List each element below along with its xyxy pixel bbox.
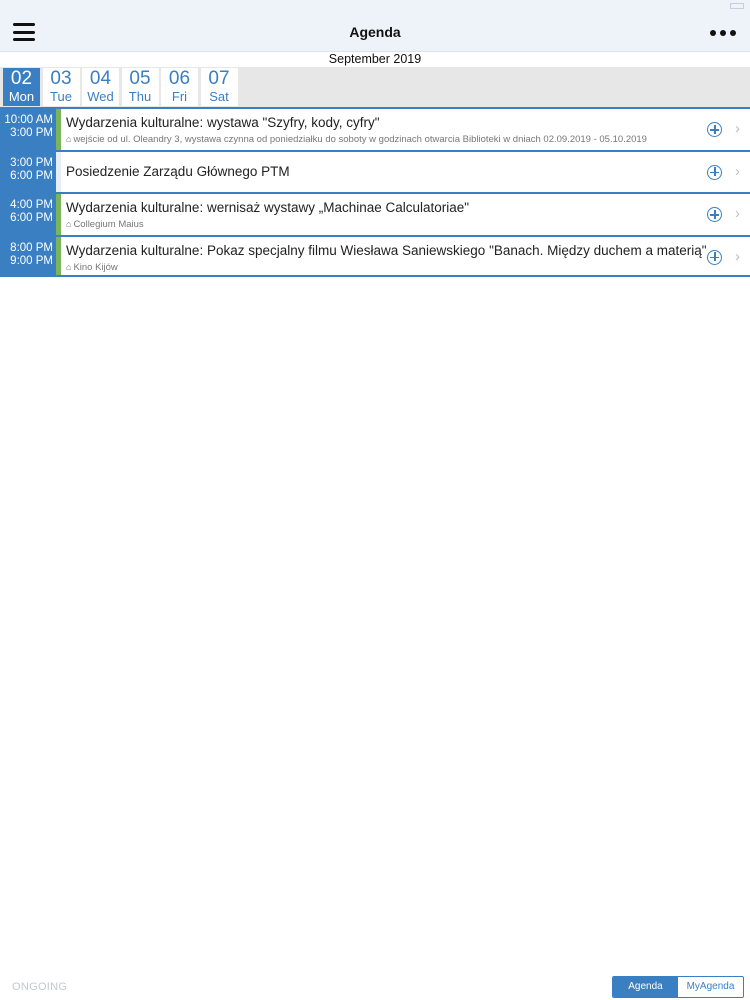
- ongoing-label[interactable]: ONGOING: [12, 981, 68, 993]
- more-options-icon[interactable]: [710, 30, 736, 36]
- day-selector: [0, 67, 750, 107]
- day-name: Mon: [8, 89, 35, 104]
- status-bar: [0, 0, 750, 12]
- hamburger-menu-icon[interactable]: [13, 23, 35, 41]
- day-number: 07: [208, 68, 230, 89]
- event-location: [66, 262, 118, 273]
- day-number: 02: [10, 68, 33, 89]
- chevron-right-icon: ›: [735, 120, 740, 137]
- chevron-right-icon: ›: [735, 205, 740, 222]
- day-number: 04: [89, 68, 112, 89]
- day-name: Wed: [87, 89, 114, 104]
- event-title: Wydarzenia kulturalne: wernisaż wystawy „Machinae Calculatoriae": [66, 200, 470, 215]
- event-start-time: 4:00 PM: [10, 199, 53, 211]
- add-to-myagenda-icon[interactable]: [707, 165, 722, 180]
- event-time: [0, 194, 56, 235]
- navigation-bar: [0, 12, 750, 52]
- event-end-time: 6:00 PM: [10, 169, 53, 182]
- agenda-item[interactable]: [0, 235, 750, 278]
- category-color-bar: [56, 152, 61, 193]
- add-to-myagenda-icon[interactable]: [707, 250, 722, 265]
- page-title: Agenda: [349, 24, 401, 40]
- day-tab-mon[interactable]: [3, 68, 40, 106]
- event-time: [0, 237, 56, 276]
- location-icon: ⌂: [66, 219, 72, 229]
- event-start-time: 3:00 PM: [10, 156, 53, 169]
- day-tab-sat[interactable]: [201, 68, 238, 106]
- agenda-item[interactable]: [0, 192, 750, 235]
- add-to-myagenda-icon[interactable]: [707, 122, 722, 137]
- event-location: [66, 219, 144, 230]
- day-name: Sat: [209, 89, 229, 104]
- tab-myagenda[interactable]: MyAgenda: [678, 977, 743, 997]
- category-color-bar: [56, 237, 61, 276]
- day-name: Fri: [171, 89, 188, 104]
- agenda-item[interactable]: [0, 150, 750, 193]
- chevron-right-icon: ›: [735, 162, 740, 180]
- battery-icon: [726, 1, 744, 10]
- event-location-text: Kino Kijów: [73, 261, 118, 273]
- add-to-myagenda-icon[interactable]: [707, 207, 722, 222]
- agenda-list: [0, 107, 750, 277]
- month-label: September 2019: [328, 52, 422, 66]
- event-title: Posiedzenie Zarządu Głównego PTM: [66, 163, 290, 179]
- event-title: Wydarzenia kulturalne: wystawa "Szyfry, kody, cyfry": [66, 115, 380, 130]
- day-number: 05: [129, 68, 151, 89]
- day-tab-fri[interactable]: [161, 68, 198, 106]
- event-end-time: 3:00 PM: [10, 127, 53, 139]
- day-number: 03: [50, 68, 72, 89]
- location-icon: ⌂: [66, 134, 72, 144]
- day-name: Thu: [128, 89, 152, 104]
- tab-agenda[interactable]: Agenda: [613, 977, 678, 997]
- day-tab-wed[interactable]: [82, 68, 119, 106]
- event-location-text: Collegium Maius: [73, 219, 144, 230]
- event-title: Wydarzenia kulturalne: Pokaz specjalny filmu Wiesława Saniewskiego "Banach. Między duchem a materią": [66, 242, 707, 258]
- event-start-time: 8:00 PM: [10, 241, 53, 254]
- category-color-bar: [56, 194, 61, 235]
- category-color-bar: [56, 109, 61, 150]
- day-name: Tue: [50, 89, 72, 104]
- chevron-right-icon: ›: [735, 247, 740, 265]
- day-tab-tue[interactable]: [43, 68, 80, 106]
- day-number: 06: [168, 68, 191, 89]
- agenda-view-switch: [612, 976, 744, 998]
- day-tab-thu[interactable]: [122, 68, 159, 106]
- event-location: [66, 134, 647, 145]
- event-time: [0, 152, 56, 193]
- event-end-time: 9:00 PM: [10, 254, 53, 267]
- event-start-time: 10:00 AM: [4, 114, 53, 126]
- event-time: [0, 109, 56, 150]
- event-end-time: 6:00 PM: [10, 212, 53, 224]
- event-location-text: wejście od ul. Oleandry 3, wystawa czynna od poniedziałku do soboty w godzinach otwarcia Biblioteki w dniach 02.09.2019 - 05.10.2019: [73, 134, 647, 145]
- location-icon: ⌂: [66, 261, 72, 272]
- agenda-item[interactable]: [0, 107, 750, 150]
